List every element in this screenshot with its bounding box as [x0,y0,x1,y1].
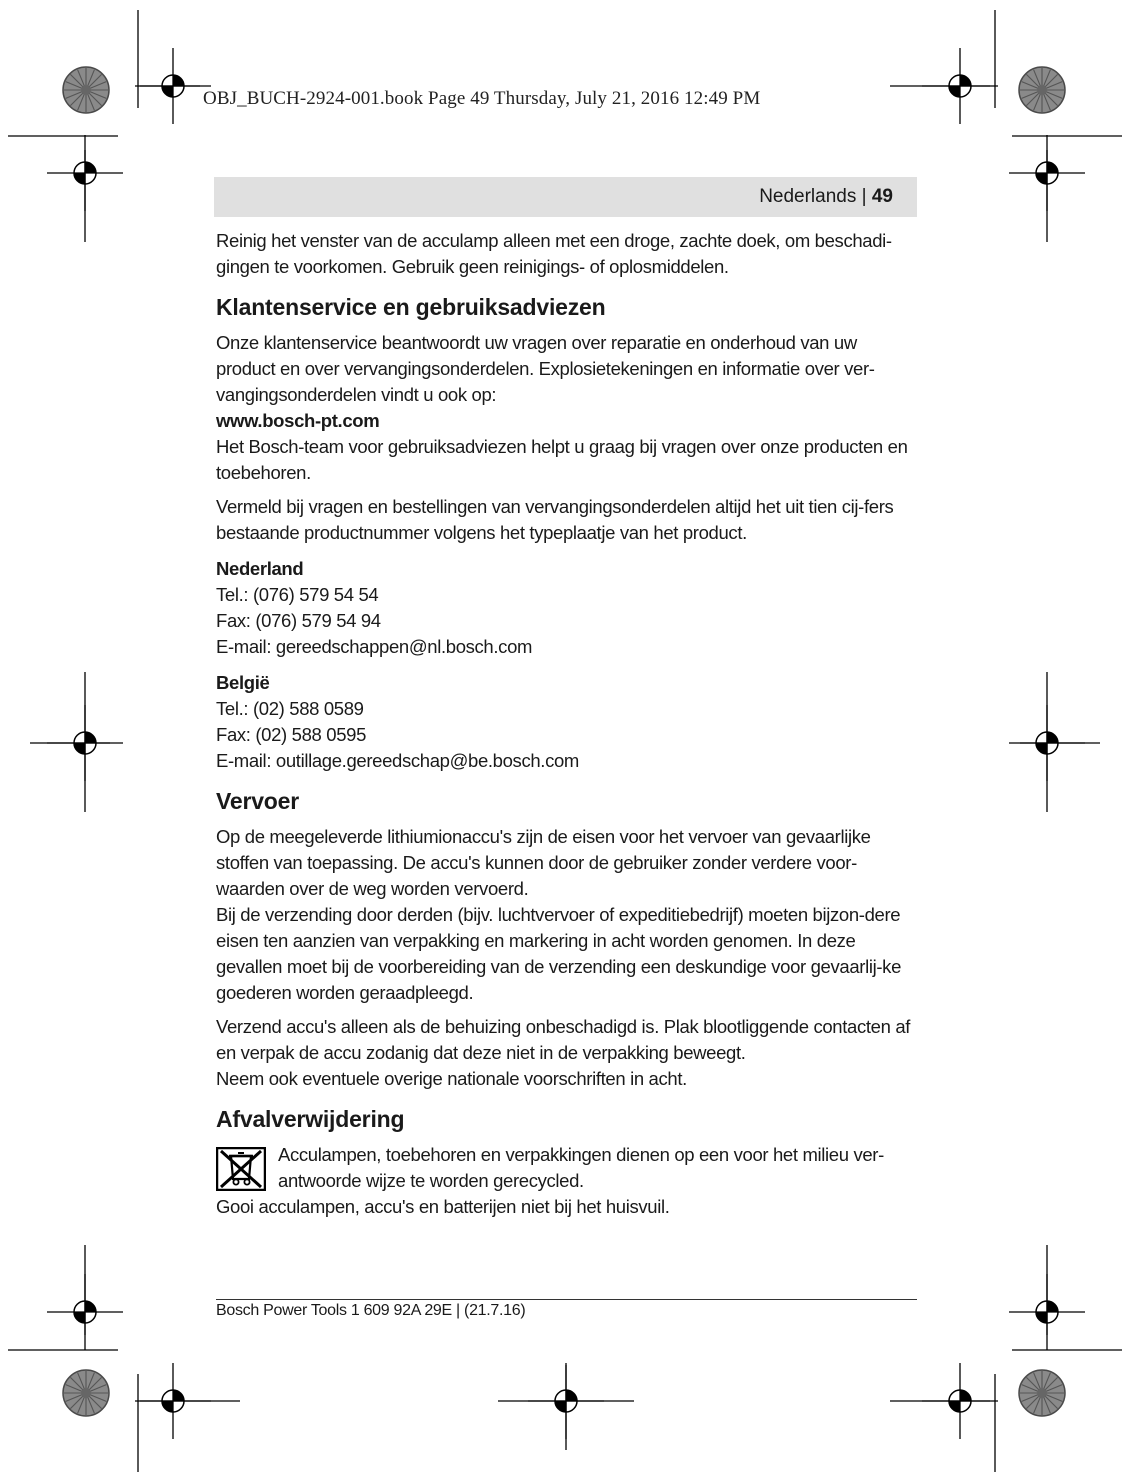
page-header [214,177,917,217]
footer-rule [216,1299,917,1300]
crossed-out-wheelie-bin-icon [216,1147,266,1191]
nl-tel: Tel.: (076) 579 54 54 [216,584,379,605]
disposal-heading: Afvalverwijdering [216,1106,405,1132]
transport-paragraph-3: Verzend accu's alleen als de behuizing onbeschadigd is. Plak blootliggende contacten af en verpak de accu zodanig dat deze niet in de verpakking beweegt. [216,1016,911,1063]
transport-heading: Vervoer [216,788,299,814]
be-email: E-mail: outillage.gereedschap@be.bosch.com [216,750,579,771]
service-paragraph-3: Vermeld bij vragen en bestellingen van vervangingsonderdelen altijd het uit tien cij-fers bestaande productnummer volgens het typeplaatje van het product. [216,496,894,543]
service-heading: Klantenservice en gebruiksadviezen [216,294,606,320]
disposal-block [216,1142,916,1194]
page-footer: Bosch Power Tools 1 609 92A 29E | (21.7.16) [216,1302,526,1319]
service-paragraph-1: Onze klantenservice beantwoordt uw vragen over reparatie en onderhoud van uw product en over vervangingsonderdelen. Explosietekeningen en informatie over ver-vangingsonderdelen vindt u ook op: [216,332,875,405]
header-separator: | [856,186,872,207]
service-paragraph-2: Het Bosch-team voor gebruiksadviezen helpt u graag bij vragen over onze producten en toebehoren. [216,436,908,483]
disposal-paragraph-1: Acculampen, toebehoren en verpakkingen dienen op een voor het milieu ver-antwoorde wijze te worden gerecycled. [278,1144,884,1191]
intro-paragraph: Reinig het venster van de acculamp alleen met een droge, zachte doek, om beschadi-gingen te voorkomen. Gebruik geen reinigings- of oplosmiddelen. [216,230,892,277]
transport-paragraph-1: Op de meegeleverde lithiumionaccu's zijn de eisen voor het vervoer van gevaarlijke stoffen van toepassing. De accu's kunnen door de gebruiker zonder verdere voor-waarden over de weg worden vervoerd. [216,826,871,899]
be-tel: Tel.: (02) 588 0589 [216,698,364,719]
be-heading: België [216,672,270,693]
header-language: Nederlands [759,186,857,207]
print-slug: OBJ_BUCH-2924-001.book Page 49 Thursday, July 21, 2016 12:49 PM [203,88,761,109]
page-number: 49 [871,186,893,207]
header-text [759,186,893,208]
transport-paragraph-4: Neem ook eventuele overige nationale voorschriften in acht. [216,1068,687,1089]
service-url-link[interactable]: www.bosch-pt.com [216,410,380,431]
disposal-paragraph-2: Gooi acculampen, accu's en batterijen niet bij het huisvuil. [216,1196,670,1217]
transport-paragraph-2: Bij de verzending door derden (bijv. luchtvervoer of expeditiebedrijf) moeten bijzon-dere eisen ten aanzien van verpakking en markering in acht worden genomen. In deze gevallen moet bij de voorbereiding van de verzending een deskundige voor gevaarlij-ke goederen worden geraadpleegd. [216,904,902,1003]
nl-email: E-mail: gereedschappen@nl.bosch.com [216,636,533,657]
page-content [216,228,916,1220]
nl-heading: Nederland [216,558,304,579]
nl-fax: Fax: (076) 579 54 94 [216,610,381,631]
be-fax: Fax: (02) 588 0595 [216,724,367,745]
